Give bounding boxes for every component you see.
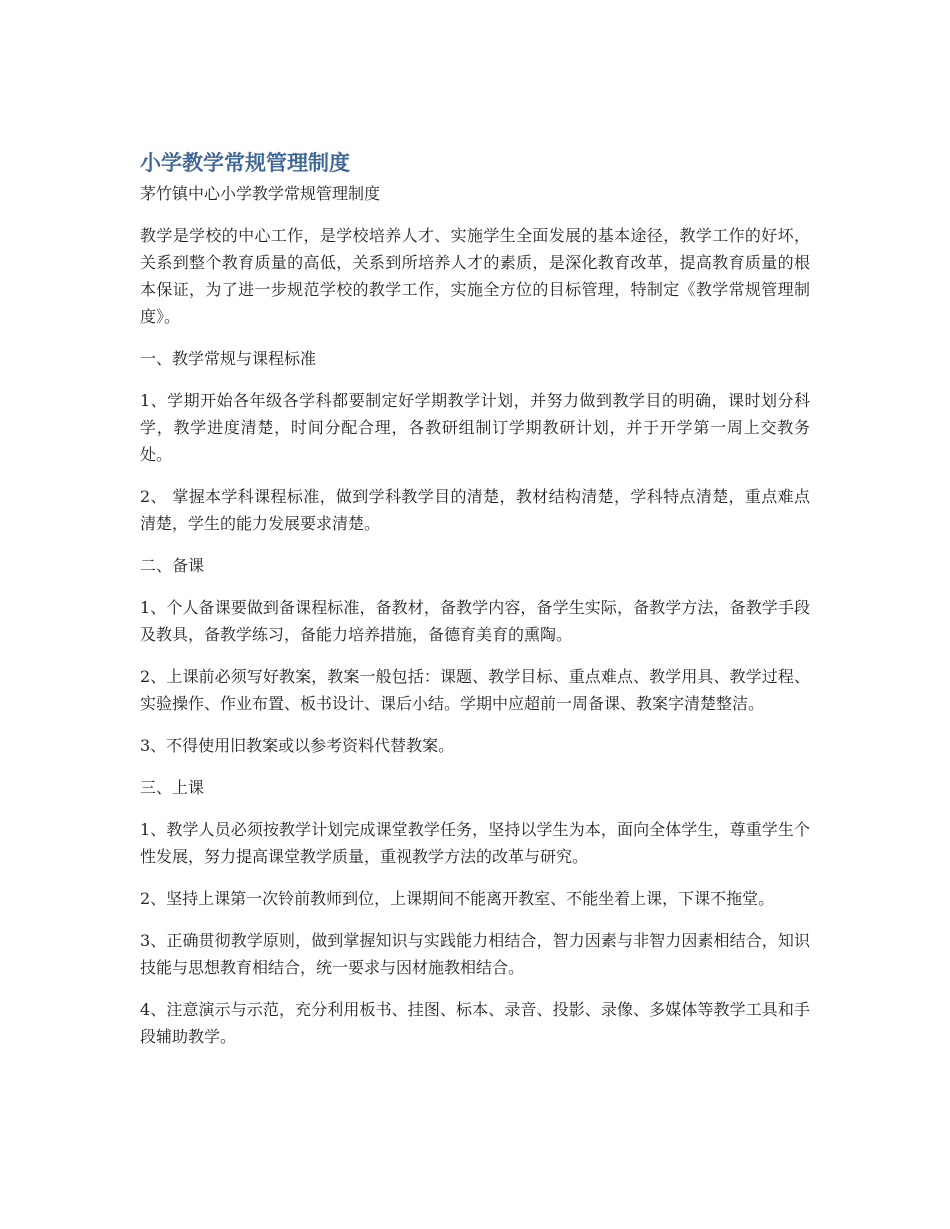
section-item: 3、不得使用旧教案或以参考资料代替教案。	[140, 736, 455, 755]
section-item: 2、 掌握本学科课程标准，做到学科教学目的清楚，教材结构清楚，学科特点清楚，重点难点清楚，学生的能力发展要求清楚。	[140, 487, 810, 533]
section-item: 1、学期开始各年级各学科都要制定好学期教学计划，并努力做到教学目的明确，课时划分科学，教学进度清楚，时间分配合理，各教研组制订学期教研计划，并于开学第一周上交教务处。	[140, 391, 810, 464]
section-item: 2、坚持上课第一次铃前教师到位，上课期间不能离开教室、不能坐着上课，下课不拖堂。	[140, 889, 775, 908]
section-3	[140, 774, 810, 1050]
section-item: 3、正确贯彻教学原则，做到掌握知识与实践能力相结合，智力因素与非智力因素相结合，知识技能与思想教育相结合，统一要求与因材施教相结合。	[140, 931, 810, 977]
section-heading: 一、教学常规与课程标准	[140, 349, 317, 368]
section-heading: 二、备课	[140, 556, 205, 575]
section-1	[140, 345, 810, 537]
section-heading: 三、上课	[140, 778, 205, 797]
document-subtitle: 茅竹镇中心小学教学常规管理制度	[140, 184, 381, 203]
document-title: 小学教学常规管理制度	[140, 151, 350, 175]
section-item: 4、注意演示与示范，充分利用板书、挂图、标本、录音、投影、录像、多媒体等教学工具和手段辅助教学。	[140, 1000, 810, 1046]
document-page	[140, 148, 810, 1065]
section-item: 2、上课前必须写好教案，教案一般包括：课题、教学目标、重点难点、教学用具、教学过程、实验操作、作业布置、板书设计、课后小结。学期中应超前一周备课、教案字清楚整洁。	[140, 667, 810, 713]
section-2	[140, 552, 810, 759]
intro-paragraph: 教学是学校的中心工作，是学校培养人才、实施学生全面发展的基本途径，教学工作的好坏，关系到整个教育质量的高低，关系到所培养人才的素质，是深化教育改革，提高教育质量的根本保证，为了进一步规范学校的教学工作，实施全方位的目标管理，特制定《教学常规管理制度》。	[140, 226, 810, 326]
section-item: 1、个人备课要做到备课程标准，备教材，备教学内容，备学生实际，备教学方法，备教学手段及教具，备教学练习，备能力培养措施，备德育美育的熏陶。	[140, 598, 810, 644]
section-item: 1、教学人员必须按教学计划完成课堂教学任务，坚持以学生为本，面向全体学生，尊重学生个性发展，努力提高课堂教学质量，重视教学方法的改革与研究。	[140, 820, 810, 866]
